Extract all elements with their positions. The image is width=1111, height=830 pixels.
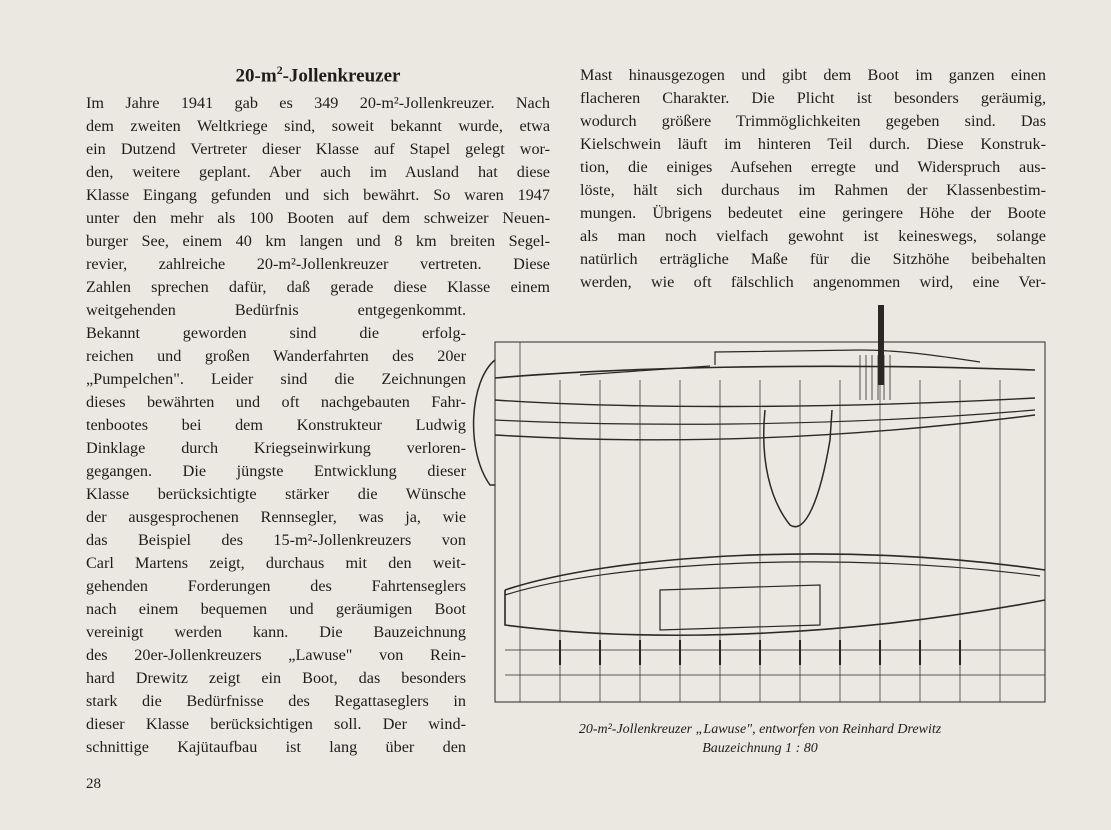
text-line: Mast hinausgezogen und gibt dem Boot im ganzen einen xyxy=(580,66,1046,84)
text-line: den, weitere geplant. Aber auch im Ausland hat diese xyxy=(86,163,550,181)
text-line: Bekannt geworden sind die erfolg- xyxy=(86,324,466,342)
text-line: natürlich erträgliche Maße für die Sitzhöhe beibehalten xyxy=(580,250,1046,268)
text-line: tenbootes bei dem Konstrukteur Ludwig xyxy=(86,416,466,434)
text-line: löste, hält sich durchaus im Rahmen der Klassenbestim- xyxy=(580,181,1046,199)
text-line: das Beispiel des 15-m²-Jollenkreuzers von xyxy=(86,531,466,549)
page-number: 28 xyxy=(86,776,101,792)
text-line: Kielschwein läuft im hinteren Teil durch. Diese Konstruk- xyxy=(580,135,1046,153)
boat-construction-drawing xyxy=(460,300,1050,715)
text-line: Zahlen sprechen dafür, daß gerade diese Klasse einem xyxy=(86,278,550,296)
text-line: weitgehenden Bedürfnis entgegenkommt. xyxy=(86,301,466,319)
text-line: unter den mehr als 100 Booten auf dem schweizer Neuen- xyxy=(86,209,550,227)
text-line: burger See, einem 40 km langen und 8 km breiten Segel- xyxy=(86,232,550,250)
text-line: schnittige Kajütaufbau ist lang über den xyxy=(86,738,466,756)
text-line: tion, die einiges Aufsehen erregte und Widerspruch aus- xyxy=(580,158,1046,176)
text-line: Im Jahre 1941 gab es 349 20-m²-Jollenkreuzer. Nach xyxy=(86,94,550,112)
heading-superscript: 2 xyxy=(276,64,283,77)
text-line: des 20er-Jollenkreuzers „Lawuse" von Rein- xyxy=(86,646,466,664)
text-line: hard Drewitz zeigt ein Boot, das besonders xyxy=(86,669,466,687)
text-line: Klasse berücksichtigte stärker die Wünsche xyxy=(86,485,466,503)
section-heading xyxy=(86,64,550,87)
text-line: dieser Klasse berücksichtigen soll. Der wind- xyxy=(86,715,466,733)
text-line: als man noch vielfach gewohnt ist keineswegs, solange xyxy=(580,227,1046,245)
text-line: dieses bewährten und oft nachgebauten Fahr- xyxy=(86,393,466,411)
text-line: werden, wie oft fälschlich angenommen wird, eine Ver- xyxy=(580,273,1046,291)
text-line: Carl Martens zeigt, durchaus mit den weit- xyxy=(86,554,466,572)
heading-prefix: 20-m xyxy=(235,65,277,87)
text-line: revier, zahlreiche 20-m²-Jollenkreuzer vertreten. Diese xyxy=(86,255,550,273)
text-line: „Pumpelchen". Leider sind die Zeichnungen xyxy=(86,370,466,388)
text-line: mungen. Übrigens bedeutet eine geringere Höhe der Boote xyxy=(580,204,1046,222)
text-line: vereinigt werden kann. Die Bauzeichnung xyxy=(86,623,466,641)
text-line: reichen und großen Wanderfahrten des 20er xyxy=(86,347,466,365)
text-line: ein Dutzend Vertreter dieser Klasse auf Stapel gelegt wor- xyxy=(86,140,550,158)
text-line: stark die Bedürfnisse des Regattaseglers in xyxy=(86,692,466,710)
text-line: Dinklage durch Kriegseinwirkung verloren- xyxy=(86,439,466,457)
text-line: gehenden Forderungen des Fahrtenseglers xyxy=(86,577,466,595)
text-line: wodurch größere Trimmöglichkeiten gegeben sind. Das xyxy=(580,112,1046,130)
text-line: nach einem bequemen und geräumigen Boot xyxy=(86,600,466,618)
figure-caption-scale: Bauzeichnung 1 : 80 xyxy=(702,741,818,756)
text-line: dem zweiten Weltkriege sind, soweit bekannt wurde, etwa xyxy=(86,117,550,135)
text-line: Klasse Eingang gefunden und sich bewährt. So waren 1947 xyxy=(86,186,550,204)
text-line: flacheren Charakter. Die Plicht ist besonders geräumig, xyxy=(580,89,1046,107)
text-line: der ausgesprochenen Rennsegler, was ja, wie xyxy=(86,508,466,526)
text-line: gegangen. Die jüngste Entwicklung dieser xyxy=(86,462,466,480)
figure-caption: 20-m²-Jollenkreuzer „Lawuse", entworfen von Reinhard Drewitz xyxy=(578,722,942,737)
heading-suffix: -Jollenkreuzer xyxy=(282,65,401,87)
